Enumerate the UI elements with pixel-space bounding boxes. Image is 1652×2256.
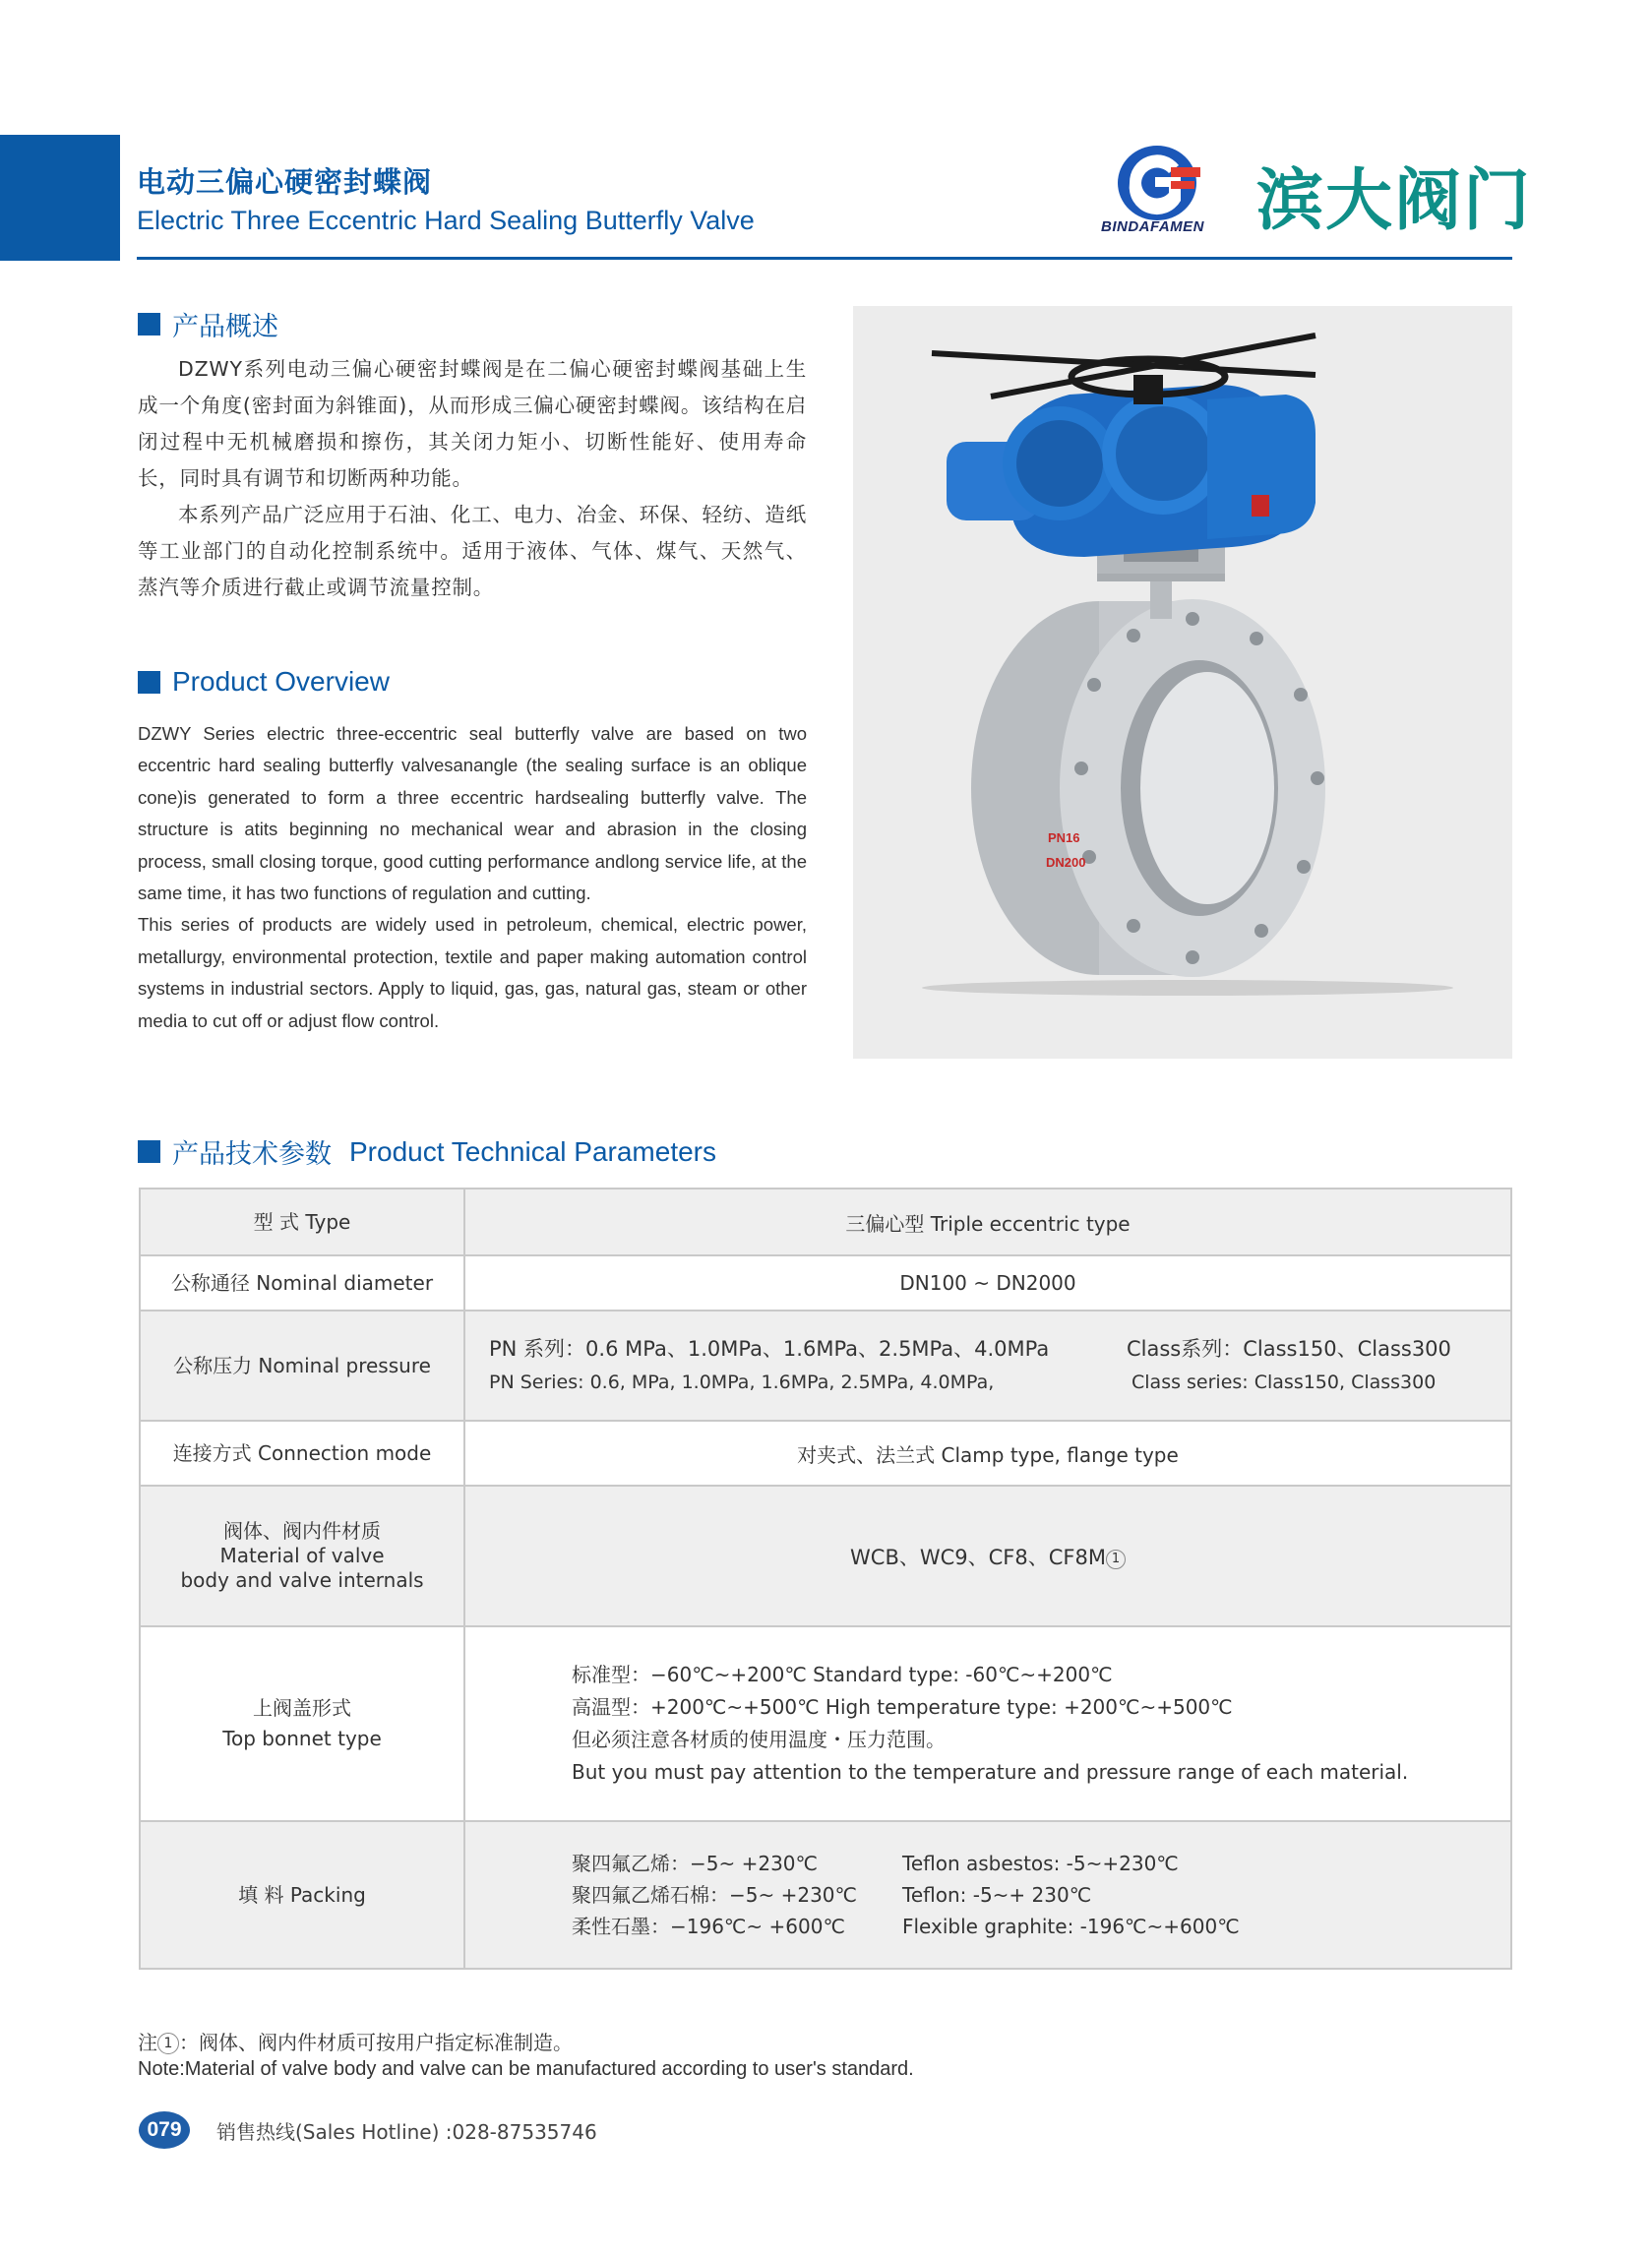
diameter-label: 公称通径 Nominal diameter [140, 1255, 464, 1311]
packing-2-en: Teflon: -5~+ 230℃ [902, 1883, 1092, 1907]
section-square-icon [138, 671, 160, 694]
diameter-value: DN100 ~ DN2000 [464, 1255, 1511, 1311]
overview-cn-paragraph-2: 本系列产品广泛应用于石油、化工、电力、冶金、环保、轻纺、造纸等工业部门的自动化控制系统中。适用于液体、气体、煤气、天然气、蒸汽等介质进行截止或调节流量控制。 [138, 503, 807, 599]
packing-3-cn: 柔性石墨：−196℃~ +600℃ [572, 1915, 845, 1938]
note-cn-prefix: 注 [138, 2031, 157, 2054]
material-label-en-1: Material of valve [219, 1544, 385, 1567]
packing-1-cn: 聚四氟乙烯：−5~ +230℃ [572, 1852, 818, 1875]
note-cn-text: ：阀体、阀内件材质可按用户指定标准制造。 [179, 2031, 573, 2054]
overview-cn-paragraph-1: DZWY系列电动三偏心硬密封蝶阀是在二偏心硬密封蝶阀基础上生成一个角度(密封面为斜锥面)，从而形成三偏心硬密封蝶阀。该结构在启闭过程中无机械磨损和擦伤，其关闭力矩小、切断性能好、使用寿命长，同时具有调节和切断两种功能。 [138, 357, 807, 490]
table-row-material [140, 1486, 1511, 1626]
bindafamen-logo-icon [1100, 138, 1218, 231]
packing-3-en: Flexible graphite: -196℃~+600℃ [902, 1915, 1240, 1938]
packing-label: 填 料 Packing [140, 1821, 464, 1969]
packing-2-cn: 聚四氟乙烯石棉：−5~ +230℃ [572, 1883, 857, 1907]
material-value: WCB、WC9、CF8、CF8M [850, 1545, 1106, 1569]
overview-en-paragraph-2: This series of products are widely used in petroleum, chemical, electric power, metallurgy, environmental protection, textile and paper making automation control systems in industrial sectors. Apply to liquid, gas, gas, natural gas, steam or other media to cut off or adjust flow control. [138, 914, 807, 1031]
footnote-marker: 1 [157, 2033, 179, 2054]
overview-en-body [138, 718, 807, 1037]
params-heading-cn: 产品技术参数 [172, 1139, 332, 1170]
packing-1-en: Teflon asbestos: -5~+230℃ [902, 1852, 1179, 1875]
bonnet-line-warning-cn: 但必须注意各材质的使用温度・压力范围。 [572, 1728, 946, 1751]
pressure-class-cn: Class系列：Class150、Class300 [1127, 1337, 1451, 1361]
material-label-cn: 阀体、阀内件材质 [223, 1519, 381, 1543]
overview-en-heading-text: Product Overview [172, 666, 390, 697]
overview-en-heading [138, 666, 390, 698]
connection-label: 连接方式 Connection mode [140, 1421, 464, 1486]
overview-cn-heading [138, 305, 278, 343]
page-title-en: Electric Three Eccentric Hard Sealing Butterfly Valve [137, 206, 755, 235]
product-photo [853, 306, 1512, 1059]
valve-marking-dn: DN200 [1046, 855, 1086, 870]
section-square-icon [138, 313, 160, 335]
bonnet-label [140, 1626, 464, 1821]
table-row-pressure [140, 1311, 1511, 1421]
title-divider [137, 257, 1512, 260]
note-cn [138, 2027, 573, 2055]
bonnet-line-standard: 标准型：−60℃~+200℃ Standard type: -60℃~+200℃ [572, 1663, 1113, 1686]
params-heading [138, 1132, 716, 1171]
connection-value: 对夹式、法兰式 Clamp type, flange type [464, 1421, 1511, 1486]
pressure-pn-cn: PN 系列：0.6 MPa、1.0MPa、1.6MPa、2.5MPa、4.0MPa [489, 1337, 1050, 1361]
butterfly-valve-photo-icon [853, 306, 1512, 1059]
pressure-pn-en: PN Series: 0.6, MPa, 1.0MPa, 1.6MPa, 2.5MPa, 4.0MPa, [489, 1372, 995, 1393]
sales-hotline: 销售热线(Sales Hotline) :028-87535746 [216, 2120, 597, 2144]
header-accent-tab [0, 135, 120, 261]
table-row-connection [140, 1421, 1511, 1486]
material-label-en-2: body and valve internals [180, 1568, 424, 1592]
pressure-value [464, 1311, 1511, 1421]
page-title-cn: 电动三偏心硬密封蝶阀 [137, 165, 433, 199]
table-row-diameter [140, 1255, 1511, 1311]
material-label [140, 1486, 464, 1626]
table-row-bonnet [140, 1626, 1511, 1821]
note-en: Note:Material of valve body and valve can be manufactured according to user's standard. [138, 2058, 914, 2080]
pressure-label: 公称压力 Nominal pressure [140, 1311, 464, 1421]
logo-text-cn: 滨大阀门 [1256, 162, 1533, 240]
overview-cn-heading-text: 产品概述 [172, 312, 278, 342]
type-value: 三偏心型 Triple eccentric type [464, 1189, 1511, 1255]
bonnet-value [464, 1626, 1511, 1821]
technical-parameters-table [139, 1188, 1512, 1970]
bonnet-label-en: Top bonnet type [222, 1727, 382, 1750]
packing-value [464, 1821, 1511, 1969]
type-label: 型 式 Type [140, 1189, 464, 1255]
material-value-cell [464, 1486, 1511, 1626]
overview-en-paragraph-1: DZWY Series electric three-eccentric seal butterfly valve are based on two eccentric hard sealing butterfly valvesanangle (the sealing surface is an oblique cone)is generated to form a three eccentric hardsealing butterfly valve. The structure is atits beginning no mechanical wear and abrasion in the closing process, small closing torque, good cutting performance andlong service life, at the same time, it has two functions of regulation and cutting. [138, 723, 807, 904]
logo-text-en: BINDAFAMEN [1101, 218, 1204, 235]
table-row-type [140, 1189, 1511, 1255]
page-number-badge: 079 [139, 2111, 190, 2149]
bonnet-label-cn: 上阀盖形式 [253, 1696, 351, 1720]
section-square-icon [138, 1140, 160, 1163]
valve-marking-pn: PN16 [1048, 830, 1080, 845]
bonnet-line-warning-en: But you must pay attention to the temperature and pressure range of each material. [572, 1760, 1409, 1784]
params-heading-en: Product Technical Parameters [349, 1135, 716, 1167]
footnote-marker: 1 [1106, 1550, 1126, 1569]
pressure-class-en: Class series: Class150, Class300 [1132, 1372, 1437, 1393]
bonnet-line-high-temp: 高温型：+200℃~+500℃ High temperature type: +200℃~+500℃ [572, 1695, 1233, 1719]
overview-cn-body [138, 351, 807, 606]
table-row-packing [140, 1821, 1511, 1969]
